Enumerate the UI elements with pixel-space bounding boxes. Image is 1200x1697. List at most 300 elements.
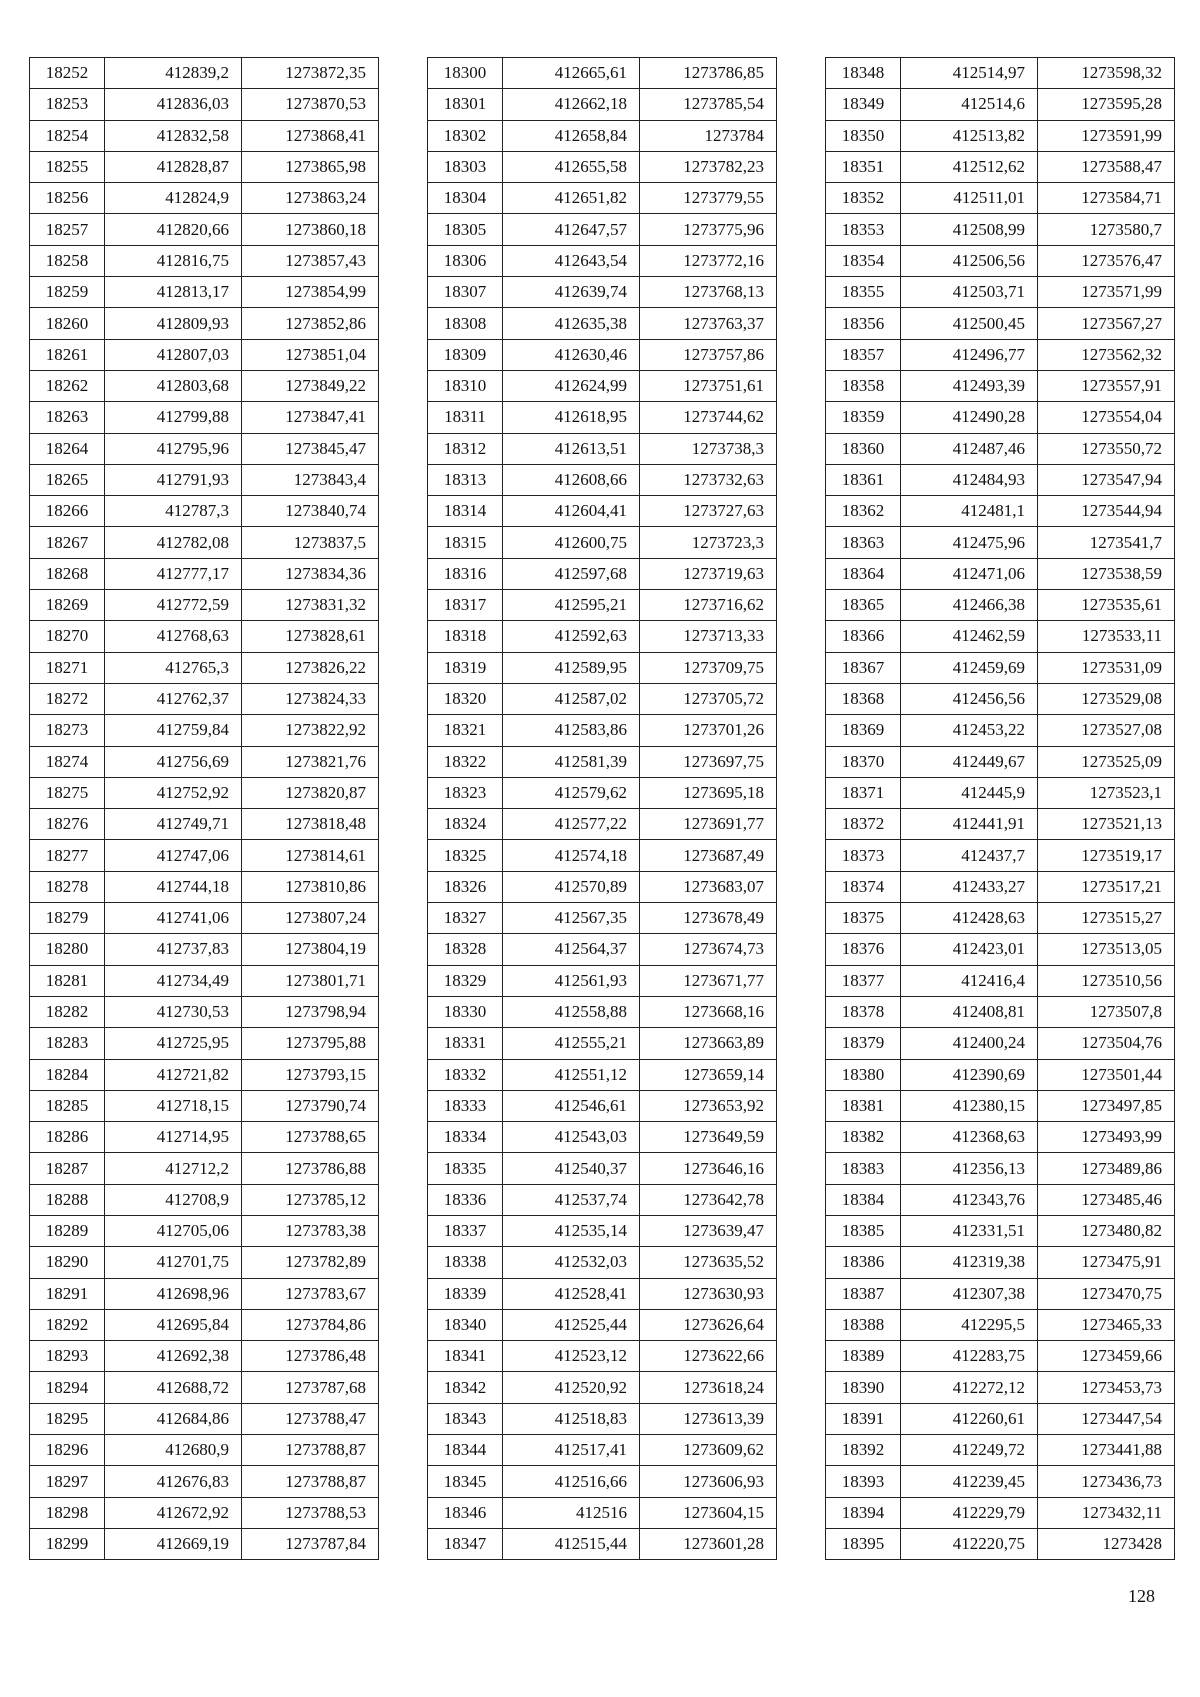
table-row (30, 1059, 379, 1090)
table-row (826, 1528, 1175, 1559)
x-coordinate-cell: 412708,9 (105, 1184, 242, 1215)
y-coordinate-cell: 1273782,89 (242, 1247, 379, 1278)
x-coordinate-cell: 412600,75 (503, 527, 640, 558)
x-coordinate-cell: 412239,45 (901, 1466, 1038, 1497)
point-number-cell: 18350 (826, 120, 901, 151)
y-coordinate-cell: 1273630,93 (640, 1278, 777, 1309)
y-coordinate-cell: 1273840,74 (242, 496, 379, 527)
y-coordinate-cell: 1273872,35 (242, 58, 379, 89)
x-coordinate-cell: 412356,13 (901, 1153, 1038, 1184)
point-number-cell: 18268 (30, 558, 105, 589)
point-number-cell: 18326 (428, 871, 503, 902)
point-number-cell: 18336 (428, 1184, 503, 1215)
point-number-cell: 18293 (30, 1341, 105, 1372)
y-coordinate-cell: 1273804,19 (242, 934, 379, 965)
table-row (30, 183, 379, 214)
y-coordinate-cell: 1273779,55 (640, 183, 777, 214)
x-coordinate-cell: 412813,17 (105, 277, 242, 308)
y-coordinate-cell: 1273538,59 (1038, 558, 1175, 589)
table-row (30, 89, 379, 120)
table-row (428, 777, 777, 808)
x-coordinate-cell: 412836,03 (105, 89, 242, 120)
point-number-cell: 18338 (428, 1247, 503, 1278)
x-coordinate-cell: 412777,17 (105, 558, 242, 589)
x-coordinate-cell: 412512,62 (901, 151, 1038, 182)
y-coordinate-cell: 1273554,04 (1038, 402, 1175, 433)
x-coordinate-cell: 412416,4 (901, 965, 1038, 996)
x-coordinate-cell: 412517,41 (503, 1435, 640, 1466)
point-number-cell: 18259 (30, 277, 105, 308)
y-coordinate-cell: 1273465,33 (1038, 1309, 1175, 1340)
point-number-cell: 18312 (428, 433, 503, 464)
table-row (30, 1403, 379, 1434)
x-coordinate-cell: 412380,15 (901, 1090, 1038, 1121)
point-number-cell: 18292 (30, 1309, 105, 1340)
x-coordinate-cell: 412540,37 (503, 1153, 640, 1184)
table-row (30, 277, 379, 308)
point-number-cell: 18374 (826, 871, 901, 902)
table-row (826, 1184, 1175, 1215)
y-coordinate-cell: 1273744,62 (640, 402, 777, 433)
point-number-cell: 18264 (30, 433, 105, 464)
point-number-cell: 18387 (826, 1278, 901, 1309)
point-number-cell: 18297 (30, 1466, 105, 1497)
point-number-cell: 18303 (428, 151, 503, 182)
table-row (826, 809, 1175, 840)
point-number-cell: 18340 (428, 1309, 503, 1340)
y-coordinate-cell: 1273523,1 (1038, 777, 1175, 808)
x-coordinate-cell: 412705,06 (105, 1215, 242, 1246)
table-row (826, 777, 1175, 808)
y-coordinate-cell: 1273567,27 (1038, 308, 1175, 339)
point-number-cell: 18334 (428, 1122, 503, 1153)
table-row (428, 965, 777, 996)
table-row (826, 965, 1175, 996)
y-coordinate-cell: 1273527,08 (1038, 715, 1175, 746)
point-number-cell: 18328 (428, 934, 503, 965)
point-number-cell: 18391 (826, 1403, 901, 1434)
x-coordinate-cell: 412496,77 (901, 339, 1038, 370)
table-row (826, 370, 1175, 401)
table-row (30, 1215, 379, 1246)
table-row (428, 1372, 777, 1403)
y-coordinate-cell: 1273831,32 (242, 590, 379, 621)
point-number-cell: 18291 (30, 1278, 105, 1309)
point-number-cell: 18373 (826, 840, 901, 871)
y-coordinate-cell: 1273470,75 (1038, 1278, 1175, 1309)
y-coordinate-cell: 1273604,15 (640, 1497, 777, 1528)
y-coordinate-cell: 1273795,88 (242, 1028, 379, 1059)
point-number-cell: 18333 (428, 1090, 503, 1121)
x-coordinate-cell: 412744,18 (105, 871, 242, 902)
table-row (428, 277, 777, 308)
table-row (30, 558, 379, 589)
x-coordinate-cell: 412535,14 (503, 1215, 640, 1246)
point-number-cell: 18269 (30, 590, 105, 621)
point-number-cell: 18286 (30, 1122, 105, 1153)
point-number-cell: 18287 (30, 1153, 105, 1184)
table-row (30, 903, 379, 934)
y-coordinate-cell: 1273480,82 (1038, 1215, 1175, 1246)
table-row (826, 1247, 1175, 1278)
point-number-cell: 18356 (826, 308, 901, 339)
point-number-cell: 18353 (826, 214, 901, 245)
point-number-cell: 18371 (826, 777, 901, 808)
table-row (826, 871, 1175, 902)
x-coordinate-cell: 412484,93 (901, 464, 1038, 495)
point-number-cell: 18323 (428, 777, 503, 808)
y-coordinate-cell: 1273683,07 (640, 871, 777, 902)
table-row (428, 1466, 777, 1497)
table-row (30, 996, 379, 1027)
y-coordinate-cell: 1273775,96 (640, 214, 777, 245)
point-number-cell: 18309 (428, 339, 503, 370)
x-coordinate-cell: 412249,72 (901, 1435, 1038, 1466)
table-row (428, 89, 777, 120)
point-number-cell: 18298 (30, 1497, 105, 1528)
y-coordinate-cell: 1273601,28 (640, 1528, 777, 1559)
x-coordinate-cell: 412445,9 (901, 777, 1038, 808)
point-number-cell: 18294 (30, 1372, 105, 1403)
x-coordinate-cell: 412295,5 (901, 1309, 1038, 1340)
x-coordinate-cell: 412662,18 (503, 89, 640, 120)
x-coordinate-cell: 412551,12 (503, 1059, 640, 1090)
table-row (826, 1153, 1175, 1184)
point-number-cell: 18256 (30, 183, 105, 214)
point-number-cell: 18276 (30, 809, 105, 840)
x-coordinate-cell: 412698,96 (105, 1278, 242, 1309)
table-row (826, 590, 1175, 621)
table-row (428, 1528, 777, 1559)
point-number-cell: 18283 (30, 1028, 105, 1059)
x-coordinate-cell: 412528,41 (503, 1278, 640, 1309)
y-coordinate-cell: 1273663,89 (640, 1028, 777, 1059)
y-coordinate-cell: 1273834,36 (242, 558, 379, 589)
y-coordinate-cell: 1273659,14 (640, 1059, 777, 1090)
table-row (826, 1466, 1175, 1497)
point-number-cell: 18369 (826, 715, 901, 746)
y-coordinate-cell: 1273854,99 (242, 277, 379, 308)
point-number-cell: 18278 (30, 871, 105, 902)
table-row (428, 1028, 777, 1059)
y-coordinate-cell: 1273436,73 (1038, 1466, 1175, 1497)
table-row (428, 151, 777, 182)
table-row (428, 1341, 777, 1372)
point-number-cell: 18390 (826, 1372, 901, 1403)
x-coordinate-cell: 412564,37 (503, 934, 640, 965)
table-row (30, 1122, 379, 1153)
x-coordinate-cell: 412368,63 (901, 1122, 1038, 1153)
table-row (30, 1466, 379, 1497)
point-number-cell: 18321 (428, 715, 503, 746)
table-row (428, 1122, 777, 1153)
y-coordinate-cell: 1273547,94 (1038, 464, 1175, 495)
table-row (30, 1153, 379, 1184)
table-row (428, 1184, 777, 1215)
table-row (428, 903, 777, 934)
y-coordinate-cell: 1273678,49 (640, 903, 777, 934)
table-row (428, 370, 777, 401)
x-coordinate-cell: 412820,66 (105, 214, 242, 245)
y-coordinate-cell: 1273788,53 (242, 1497, 379, 1528)
table-row (428, 871, 777, 902)
x-coordinate-cell: 412523,12 (503, 1341, 640, 1372)
x-coordinate-cell: 412737,83 (105, 934, 242, 965)
point-number-cell: 18275 (30, 777, 105, 808)
x-coordinate-cell: 412558,88 (503, 996, 640, 1027)
y-coordinate-cell: 1273787,84 (242, 1528, 379, 1559)
y-coordinate-cell: 1273525,09 (1038, 746, 1175, 777)
point-number-cell: 18252 (30, 58, 105, 89)
x-coordinate-cell: 412587,02 (503, 683, 640, 714)
y-coordinate-cell: 1273557,91 (1038, 370, 1175, 401)
table-row (428, 58, 777, 89)
y-coordinate-cell: 1273763,37 (640, 308, 777, 339)
table-row (30, 214, 379, 245)
table-row (30, 58, 379, 89)
x-coordinate-cell: 412514,6 (901, 89, 1038, 120)
x-coordinate-cell: 412577,22 (503, 809, 640, 840)
x-coordinate-cell: 412513,82 (901, 120, 1038, 151)
table-row (30, 496, 379, 527)
point-number-cell: 18385 (826, 1215, 901, 1246)
y-coordinate-cell: 1273713,33 (640, 621, 777, 652)
point-number-cell: 18325 (428, 840, 503, 871)
x-coordinate-cell: 412579,62 (503, 777, 640, 808)
point-number-cell: 18319 (428, 652, 503, 683)
point-number-cell: 18306 (428, 245, 503, 276)
point-number-cell: 18335 (428, 1153, 503, 1184)
x-coordinate-cell: 412630,46 (503, 339, 640, 370)
table-row (826, 1028, 1175, 1059)
point-number-cell: 18313 (428, 464, 503, 495)
x-coordinate-cell: 412655,58 (503, 151, 640, 182)
point-number-cell: 18270 (30, 621, 105, 652)
table-row (428, 996, 777, 1027)
x-coordinate-cell: 412768,63 (105, 621, 242, 652)
y-coordinate-cell: 1273493,99 (1038, 1122, 1175, 1153)
table-row (826, 1122, 1175, 1153)
table-row (428, 652, 777, 683)
point-number-cell: 18343 (428, 1403, 503, 1434)
y-coordinate-cell: 1273501,44 (1038, 1059, 1175, 1090)
x-coordinate-cell: 412701,75 (105, 1247, 242, 1278)
x-coordinate-cell: 412543,03 (503, 1122, 640, 1153)
x-coordinate-cell: 412741,06 (105, 903, 242, 934)
x-coordinate-cell: 412692,38 (105, 1341, 242, 1372)
x-coordinate-cell: 412816,75 (105, 245, 242, 276)
x-coordinate-cell: 412561,93 (503, 965, 640, 996)
point-number-cell: 18384 (826, 1184, 901, 1215)
table-body (428, 58, 777, 1560)
table-row (30, 777, 379, 808)
y-coordinate-cell: 1273529,08 (1038, 683, 1175, 714)
x-coordinate-cell: 412437,7 (901, 840, 1038, 871)
x-coordinate-cell: 412319,38 (901, 1247, 1038, 1278)
x-coordinate-cell: 412676,83 (105, 1466, 242, 1497)
y-coordinate-cell: 1273783,67 (242, 1278, 379, 1309)
coordinates-table-3 (825, 57, 1175, 1560)
point-number-cell: 18301 (428, 89, 503, 120)
point-number-cell: 18290 (30, 1247, 105, 1278)
table-row (30, 715, 379, 746)
x-coordinate-cell: 412423,01 (901, 934, 1038, 965)
x-coordinate-cell: 412400,24 (901, 1028, 1038, 1059)
table-row (826, 277, 1175, 308)
x-coordinate-cell: 412782,08 (105, 527, 242, 558)
point-number-cell: 18281 (30, 965, 105, 996)
x-coordinate-cell: 412595,21 (503, 590, 640, 621)
point-number-cell: 18344 (428, 1435, 503, 1466)
y-coordinate-cell: 1273697,75 (640, 746, 777, 777)
x-coordinate-cell: 412635,38 (503, 308, 640, 339)
y-coordinate-cell: 1273705,72 (640, 683, 777, 714)
point-number-cell: 18330 (428, 996, 503, 1027)
y-coordinate-cell: 1273785,54 (640, 89, 777, 120)
point-number-cell: 18263 (30, 402, 105, 433)
point-number-cell: 18299 (30, 1528, 105, 1559)
point-number-cell: 18377 (826, 965, 901, 996)
x-coordinate-cell: 412466,38 (901, 590, 1038, 621)
x-coordinate-cell: 412712,2 (105, 1153, 242, 1184)
x-coordinate-cell: 412220,75 (901, 1528, 1038, 1559)
y-coordinate-cell: 1273818,48 (242, 809, 379, 840)
point-number-cell: 18324 (428, 809, 503, 840)
coordinates-table-2 (427, 57, 777, 1560)
x-coordinate-cell: 412506,56 (901, 245, 1038, 276)
y-coordinate-cell: 1273784,86 (242, 1309, 379, 1340)
x-coordinate-cell: 412570,89 (503, 871, 640, 902)
point-number-cell: 18354 (826, 245, 901, 276)
x-coordinate-cell: 412283,75 (901, 1341, 1038, 1372)
table-row (428, 558, 777, 589)
table-row (826, 433, 1175, 464)
point-number-cell: 18332 (428, 1059, 503, 1090)
table-row (428, 840, 777, 871)
x-coordinate-cell: 412828,87 (105, 151, 242, 182)
x-coordinate-cell: 412520,92 (503, 1372, 640, 1403)
point-number-cell: 18254 (30, 120, 105, 151)
x-coordinate-cell: 412695,84 (105, 1309, 242, 1340)
table-row (428, 402, 777, 433)
point-number-cell: 18365 (826, 590, 901, 621)
y-coordinate-cell: 1273732,63 (640, 464, 777, 495)
x-coordinate-cell: 412756,69 (105, 746, 242, 777)
point-number-cell: 18386 (826, 1247, 901, 1278)
point-number-cell: 18358 (826, 370, 901, 401)
y-coordinate-cell: 1273788,47 (242, 1403, 379, 1434)
table-row (826, 1403, 1175, 1434)
point-number-cell: 18379 (826, 1028, 901, 1059)
x-coordinate-cell: 412307,38 (901, 1278, 1038, 1309)
x-coordinate-cell: 412511,01 (901, 183, 1038, 214)
table-row (30, 840, 379, 871)
y-coordinate-cell: 1273852,86 (242, 308, 379, 339)
x-coordinate-cell: 412555,21 (503, 1028, 640, 1059)
table-row (30, 590, 379, 621)
table-row (826, 58, 1175, 89)
point-number-cell: 18265 (30, 464, 105, 495)
y-coordinate-cell: 1273772,16 (640, 245, 777, 276)
point-number-cell: 18284 (30, 1059, 105, 1090)
table-row (428, 1497, 777, 1528)
table-row (428, 683, 777, 714)
x-coordinate-cell: 412490,28 (901, 402, 1038, 433)
y-coordinate-cell: 1273727,63 (640, 496, 777, 527)
point-number-cell: 18395 (826, 1528, 901, 1559)
x-coordinate-cell: 412824,9 (105, 183, 242, 214)
x-coordinate-cell: 412597,68 (503, 558, 640, 589)
table-row (826, 245, 1175, 276)
table-row (826, 1090, 1175, 1121)
y-coordinate-cell: 1273533,11 (1038, 621, 1175, 652)
x-coordinate-cell: 412574,18 (503, 840, 640, 871)
y-coordinate-cell: 1273432,11 (1038, 1497, 1175, 1528)
point-number-cell: 18315 (428, 527, 503, 558)
x-coordinate-cell: 412762,37 (105, 683, 242, 714)
y-coordinate-cell: 1273790,74 (242, 1090, 379, 1121)
point-number-cell: 18282 (30, 996, 105, 1027)
y-coordinate-cell: 1273571,99 (1038, 277, 1175, 308)
y-coordinate-cell: 1273788,87 (242, 1466, 379, 1497)
point-number-cell: 18375 (826, 903, 901, 934)
point-number-cell: 18257 (30, 214, 105, 245)
y-coordinate-cell: 1273513,05 (1038, 934, 1175, 965)
y-coordinate-cell: 1273668,16 (640, 996, 777, 1027)
table-row (30, 746, 379, 777)
point-number-cell: 18318 (428, 621, 503, 652)
table-row (30, 1309, 379, 1340)
x-coordinate-cell: 412441,91 (901, 809, 1038, 840)
point-number-cell: 18262 (30, 370, 105, 401)
table-row (428, 1403, 777, 1434)
x-coordinate-cell: 412643,54 (503, 245, 640, 276)
point-number-cell: 18368 (826, 683, 901, 714)
x-coordinate-cell: 412765,3 (105, 652, 242, 683)
y-coordinate-cell: 1273822,92 (242, 715, 379, 746)
point-number-cell: 18360 (826, 433, 901, 464)
table-row (30, 809, 379, 840)
y-coordinate-cell: 1273535,61 (1038, 590, 1175, 621)
point-number-cell: 18376 (826, 934, 901, 965)
point-number-cell: 18300 (428, 58, 503, 89)
table-row (30, 1341, 379, 1372)
x-coordinate-cell: 412721,82 (105, 1059, 242, 1090)
table-row (30, 370, 379, 401)
y-coordinate-cell: 1273716,62 (640, 590, 777, 621)
y-coordinate-cell: 1273824,33 (242, 683, 379, 714)
y-coordinate-cell: 1273521,13 (1038, 809, 1175, 840)
point-number-cell: 18342 (428, 1372, 503, 1403)
y-coordinate-cell: 1273801,71 (242, 965, 379, 996)
y-coordinate-cell: 1273768,13 (640, 277, 777, 308)
x-coordinate-cell: 412759,84 (105, 715, 242, 746)
point-number-cell: 18274 (30, 746, 105, 777)
y-coordinate-cell: 1273751,61 (640, 370, 777, 401)
y-coordinate-cell: 1273691,77 (640, 809, 777, 840)
table-row (30, 120, 379, 151)
table-row (30, 1247, 379, 1278)
point-number-cell: 18380 (826, 1059, 901, 1090)
point-number-cell: 18320 (428, 683, 503, 714)
y-coordinate-cell: 1273622,66 (640, 1341, 777, 1372)
x-coordinate-cell: 412647,57 (503, 214, 640, 245)
x-coordinate-cell: 412567,35 (503, 903, 640, 934)
point-number-cell: 18394 (826, 1497, 901, 1528)
x-coordinate-cell: 412651,82 (503, 183, 640, 214)
x-coordinate-cell: 412487,46 (901, 433, 1038, 464)
point-number-cell: 18363 (826, 527, 901, 558)
